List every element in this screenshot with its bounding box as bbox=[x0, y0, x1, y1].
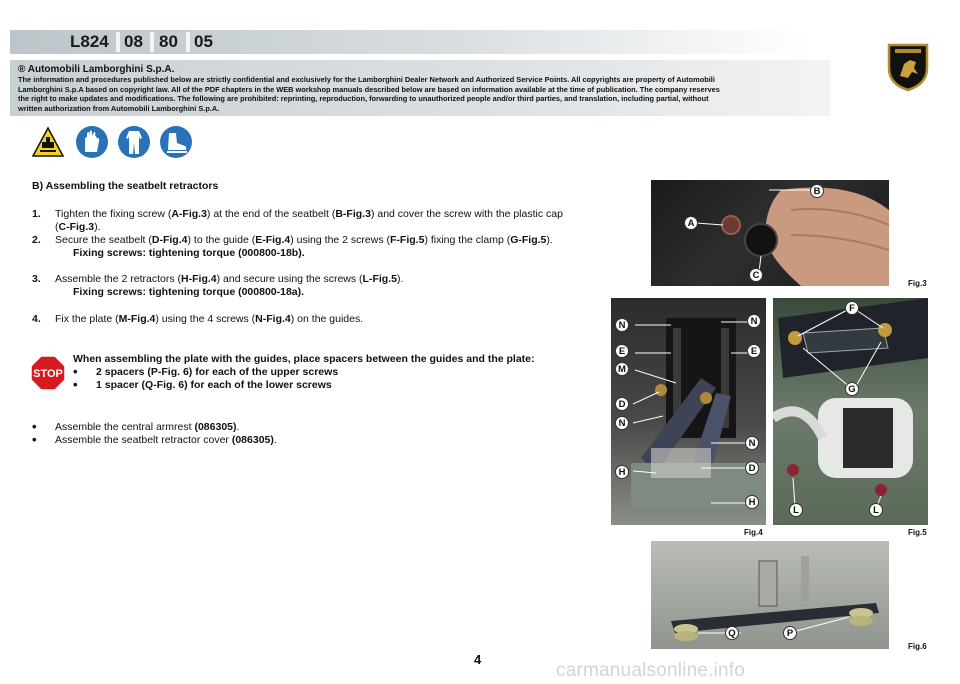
step-4-text: Fix the plate (M-Fig.4) using the 4 screws (N-Fig.4) on the guides. bbox=[55, 313, 364, 325]
step-3-torque: Fixing screws: tightening torque (000800-18a). bbox=[73, 286, 305, 298]
figure-callout: N bbox=[747, 314, 761, 328]
figure-3-photo bbox=[651, 180, 889, 286]
overalls-icon bbox=[118, 126, 150, 158]
figure-callout: N bbox=[745, 436, 759, 450]
figure-callout: F bbox=[845, 301, 859, 315]
figure-6-photo bbox=[651, 541, 889, 649]
figure-5-photo bbox=[773, 298, 928, 525]
header-separator bbox=[186, 32, 190, 52]
figure-callout: P bbox=[783, 626, 797, 640]
step-2-torque: Fixing screws: tightening torque (000800-18b). bbox=[73, 247, 305, 259]
bullet-armrest: Assemble the central armrest (086305). bbox=[55, 421, 240, 433]
stop-note-text: When assembling the plate with the guides, place spacers between the guides and the plate: bbox=[73, 353, 535, 365]
figure-4-caption: Fig.4 bbox=[744, 528, 763, 537]
figure-callout: G bbox=[845, 382, 859, 396]
step-1-text-continued: (C-Fig.3). bbox=[55, 221, 101, 233]
page-number: 4 bbox=[474, 652, 482, 667]
figure-3-caption: Fig.3 bbox=[908, 279, 927, 288]
hand-crush-warning-icon bbox=[32, 126, 64, 158]
figure-callout: N bbox=[615, 318, 629, 332]
step-3-text: Assemble the 2 retractors (H-Fig.4) and secure using the screws (L-Fig.5). bbox=[55, 273, 404, 285]
figure-callout: D bbox=[615, 397, 629, 411]
step-number: 3. bbox=[32, 273, 41, 285]
figure-callout: N bbox=[615, 416, 629, 430]
step-1-text: Tighten the fixing screw (A-Fig.3) at the end of the seatbelt (B-Fig.3) and cover the screw with the plastic cap bbox=[55, 208, 563, 220]
figure-callout: H bbox=[745, 495, 759, 509]
figure-5-drawing bbox=[773, 298, 928, 525]
disclaimer-line: Lamborghini S.p.A based on copyright law. All of the PDF chapters in the WEB workshop manuals described below are based on information available at the time of publication. The company reserves bbox=[18, 84, 720, 94]
disclaimer-line: the right to make updates and modifications. The following are prohibited: reprinting, reproduction, forwarding to unauthorized people and/or third parties, and translation, including partial, without bbox=[18, 94, 709, 104]
figure-callout: E bbox=[615, 344, 629, 358]
figure-callout: M bbox=[615, 362, 629, 376]
step-2-text: Secure the seatbelt (D-Fig.4) to the guide (E-Fig.4) using the 2 screws (F-Fig.5) fixing the clamp (G-Fig.5). bbox=[55, 234, 553, 246]
bullet-dot: • bbox=[73, 364, 78, 379]
stop-bullet-lower: 1 spacer (Q-Fig. 6) for each of the lower screws bbox=[96, 379, 332, 391]
doc-code-model: L824 bbox=[70, 32, 109, 51]
doc-code-section: 05 bbox=[194, 32, 213, 51]
figure-callout: D bbox=[745, 461, 759, 475]
step-number: 1. bbox=[32, 208, 41, 220]
bullet-retractor-cover: Assemble the seatbelt retractor cover (086305). bbox=[55, 434, 277, 446]
disclaimer-text bbox=[18, 75, 826, 113]
company-name: ® Automobili Lamborghini S.p.A. bbox=[18, 64, 175, 75]
section-title: B) Assembling the seatbelt retractors bbox=[32, 180, 219, 192]
doc-code-subgroup: 80 bbox=[159, 32, 178, 51]
safety-shoes-icon bbox=[160, 126, 192, 158]
stop-sign-icon bbox=[30, 355, 66, 391]
figure-6-caption: Fig.6 bbox=[908, 642, 927, 651]
figure-4-photo bbox=[611, 298, 766, 525]
document-header-bar bbox=[10, 30, 810, 54]
doc-code-group: 08 bbox=[124, 32, 143, 51]
stop-bullet-upper: 2 spacers (P-Fig. 6) for each of the upper screws bbox=[96, 366, 339, 378]
figure-4-drawing bbox=[611, 298, 766, 525]
lamborghini-shield-logo bbox=[886, 42, 930, 92]
figure-callout: C bbox=[749, 268, 763, 282]
bullet-dot: • bbox=[32, 419, 37, 434]
figure-callout: L bbox=[869, 503, 883, 517]
disclaimer-line: The information and procedures published below are strictly confidential and exclusively for the Lamborghini Dealer Network and Authorized Service Points. All copyrights are property of Automobili bbox=[18, 75, 715, 84]
bullet-dot: • bbox=[73, 377, 78, 392]
step-number: 4. bbox=[32, 313, 41, 325]
step-number: 2. bbox=[32, 234, 41, 246]
figure-6-drawing bbox=[651, 541, 889, 649]
bullet-dot: • bbox=[32, 432, 37, 447]
figure-callout: B bbox=[810, 184, 824, 198]
gloves-icon bbox=[76, 126, 108, 158]
figure-callout: A bbox=[684, 216, 698, 230]
disclaimer-line: written authorization from Automobili Lamborghini S.p.A. bbox=[18, 103, 220, 113]
figure-callout: E bbox=[747, 344, 761, 358]
figure-callout: L bbox=[789, 503, 803, 517]
figure-callout: H bbox=[615, 465, 629, 479]
figure-3-drawing bbox=[651, 180, 889, 286]
stop-sign-label: STOP bbox=[33, 368, 63, 380]
watermark-text: carmanualsonline.info bbox=[556, 660, 746, 681]
header-separator bbox=[116, 32, 120, 52]
header-separator bbox=[150, 32, 154, 52]
figure-5-caption: Fig.5 bbox=[908, 528, 927, 537]
figure-callout: Q bbox=[725, 626, 739, 640]
